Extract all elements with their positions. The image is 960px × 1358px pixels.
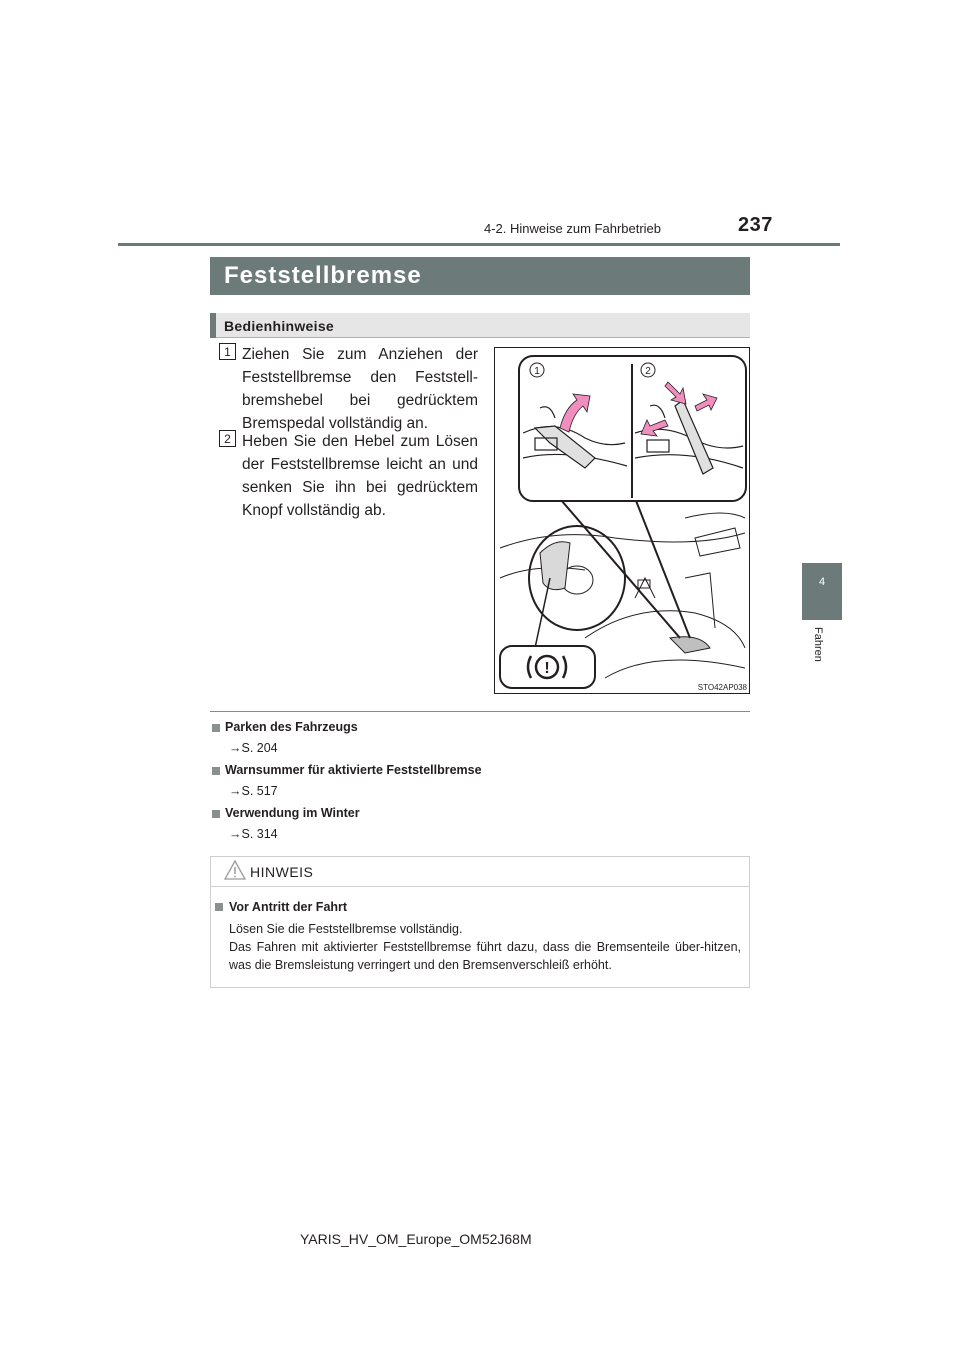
- warning-triangle-icon: [224, 860, 246, 885]
- note-heading: Warnsummer für aktivierte Feststellbremse: [225, 763, 482, 777]
- brake-lever-highlight: [670, 637, 710, 653]
- chapter-label: [810, 625, 830, 685]
- callout-2: 2: [645, 366, 651, 377]
- illustration-svg: [495, 348, 750, 694]
- door-panel: [685, 573, 715, 628]
- right-door-line: [685, 513, 745, 518]
- chapter-number: 4: [818, 576, 826, 588]
- notice-heading: Vor Antritt der Fahrt: [229, 900, 348, 914]
- note-page-link[interactable]: →S. 314: [229, 827, 278, 841]
- pointer-line-3: [535, 578, 550, 648]
- chapter-label-text: Fahren: [812, 627, 824, 662]
- subsection-underline: [216, 337, 750, 338]
- page-number: 237: [738, 214, 773, 236]
- notice-body: [229, 920, 741, 974]
- subsection-title: Bedienhinweise: [224, 318, 335, 334]
- center-console-bottom: [605, 660, 745, 678]
- chapter-tab: [802, 563, 842, 620]
- notice-bullet: [215, 903, 223, 911]
- footer-code: YARIS_HV_OM_Europe_OM52J68M: [300, 1231, 532, 1247]
- note-page-link[interactable]: →S. 517: [229, 784, 278, 798]
- note-heading: Parken des Fahrzeugs: [225, 720, 358, 734]
- dashboard-line: [500, 533, 745, 548]
- step-1-badge: 1: [219, 343, 236, 360]
- parking-brake-illustration: [494, 347, 750, 694]
- note-bullet: [212, 767, 220, 775]
- step-1-text: Ziehen Sie zum Anziehen der Feststellbremse den Feststell-bremshebel bei gedrücktem Bremspedal vollständig an.: [242, 346, 478, 432]
- section-separator: [210, 711, 750, 712]
- running-header: 4-2. Hinweise zum Fahrbetrieb: [484, 221, 662, 236]
- note-bullet: [212, 810, 220, 818]
- notice-title: HINWEIS: [250, 864, 314, 880]
- notice-line-1: Lösen Sie die Feststellbremse vollständig.: [229, 922, 463, 936]
- note-page-link[interactable]: →S. 204: [229, 741, 278, 755]
- step-2-text: Heben Sie den Hebel zum Lösen der Feststellbremse leicht an und senken Sie ihn bei gedrücktem Knopf vollständig ab.: [242, 433, 478, 519]
- warning-exclamation: !: [544, 660, 550, 677]
- page-title: Feststellbremse: [224, 262, 422, 289]
- air-vent: [695, 528, 740, 556]
- note-heading: Verwendung im Winter: [225, 806, 360, 820]
- figure-code: STO42AP038: [697, 683, 747, 692]
- header-rule: [118, 243, 840, 246]
- step-2-badge: 2: [219, 430, 236, 447]
- note-bullet: [212, 724, 220, 732]
- notice-divider: [211, 886, 749, 887]
- subsection-accent: [210, 313, 216, 338]
- notice-line-2: Das Fahren mit aktivierter Feststellbremse führt dazu, dass die Bremsenteile über-hitzen, was die Bremsleistung verringert und den Bremsenverschleiß erhöht.: [229, 940, 741, 972]
- callout-1: 1: [534, 366, 540, 377]
- instrument-cluster: [540, 542, 570, 590]
